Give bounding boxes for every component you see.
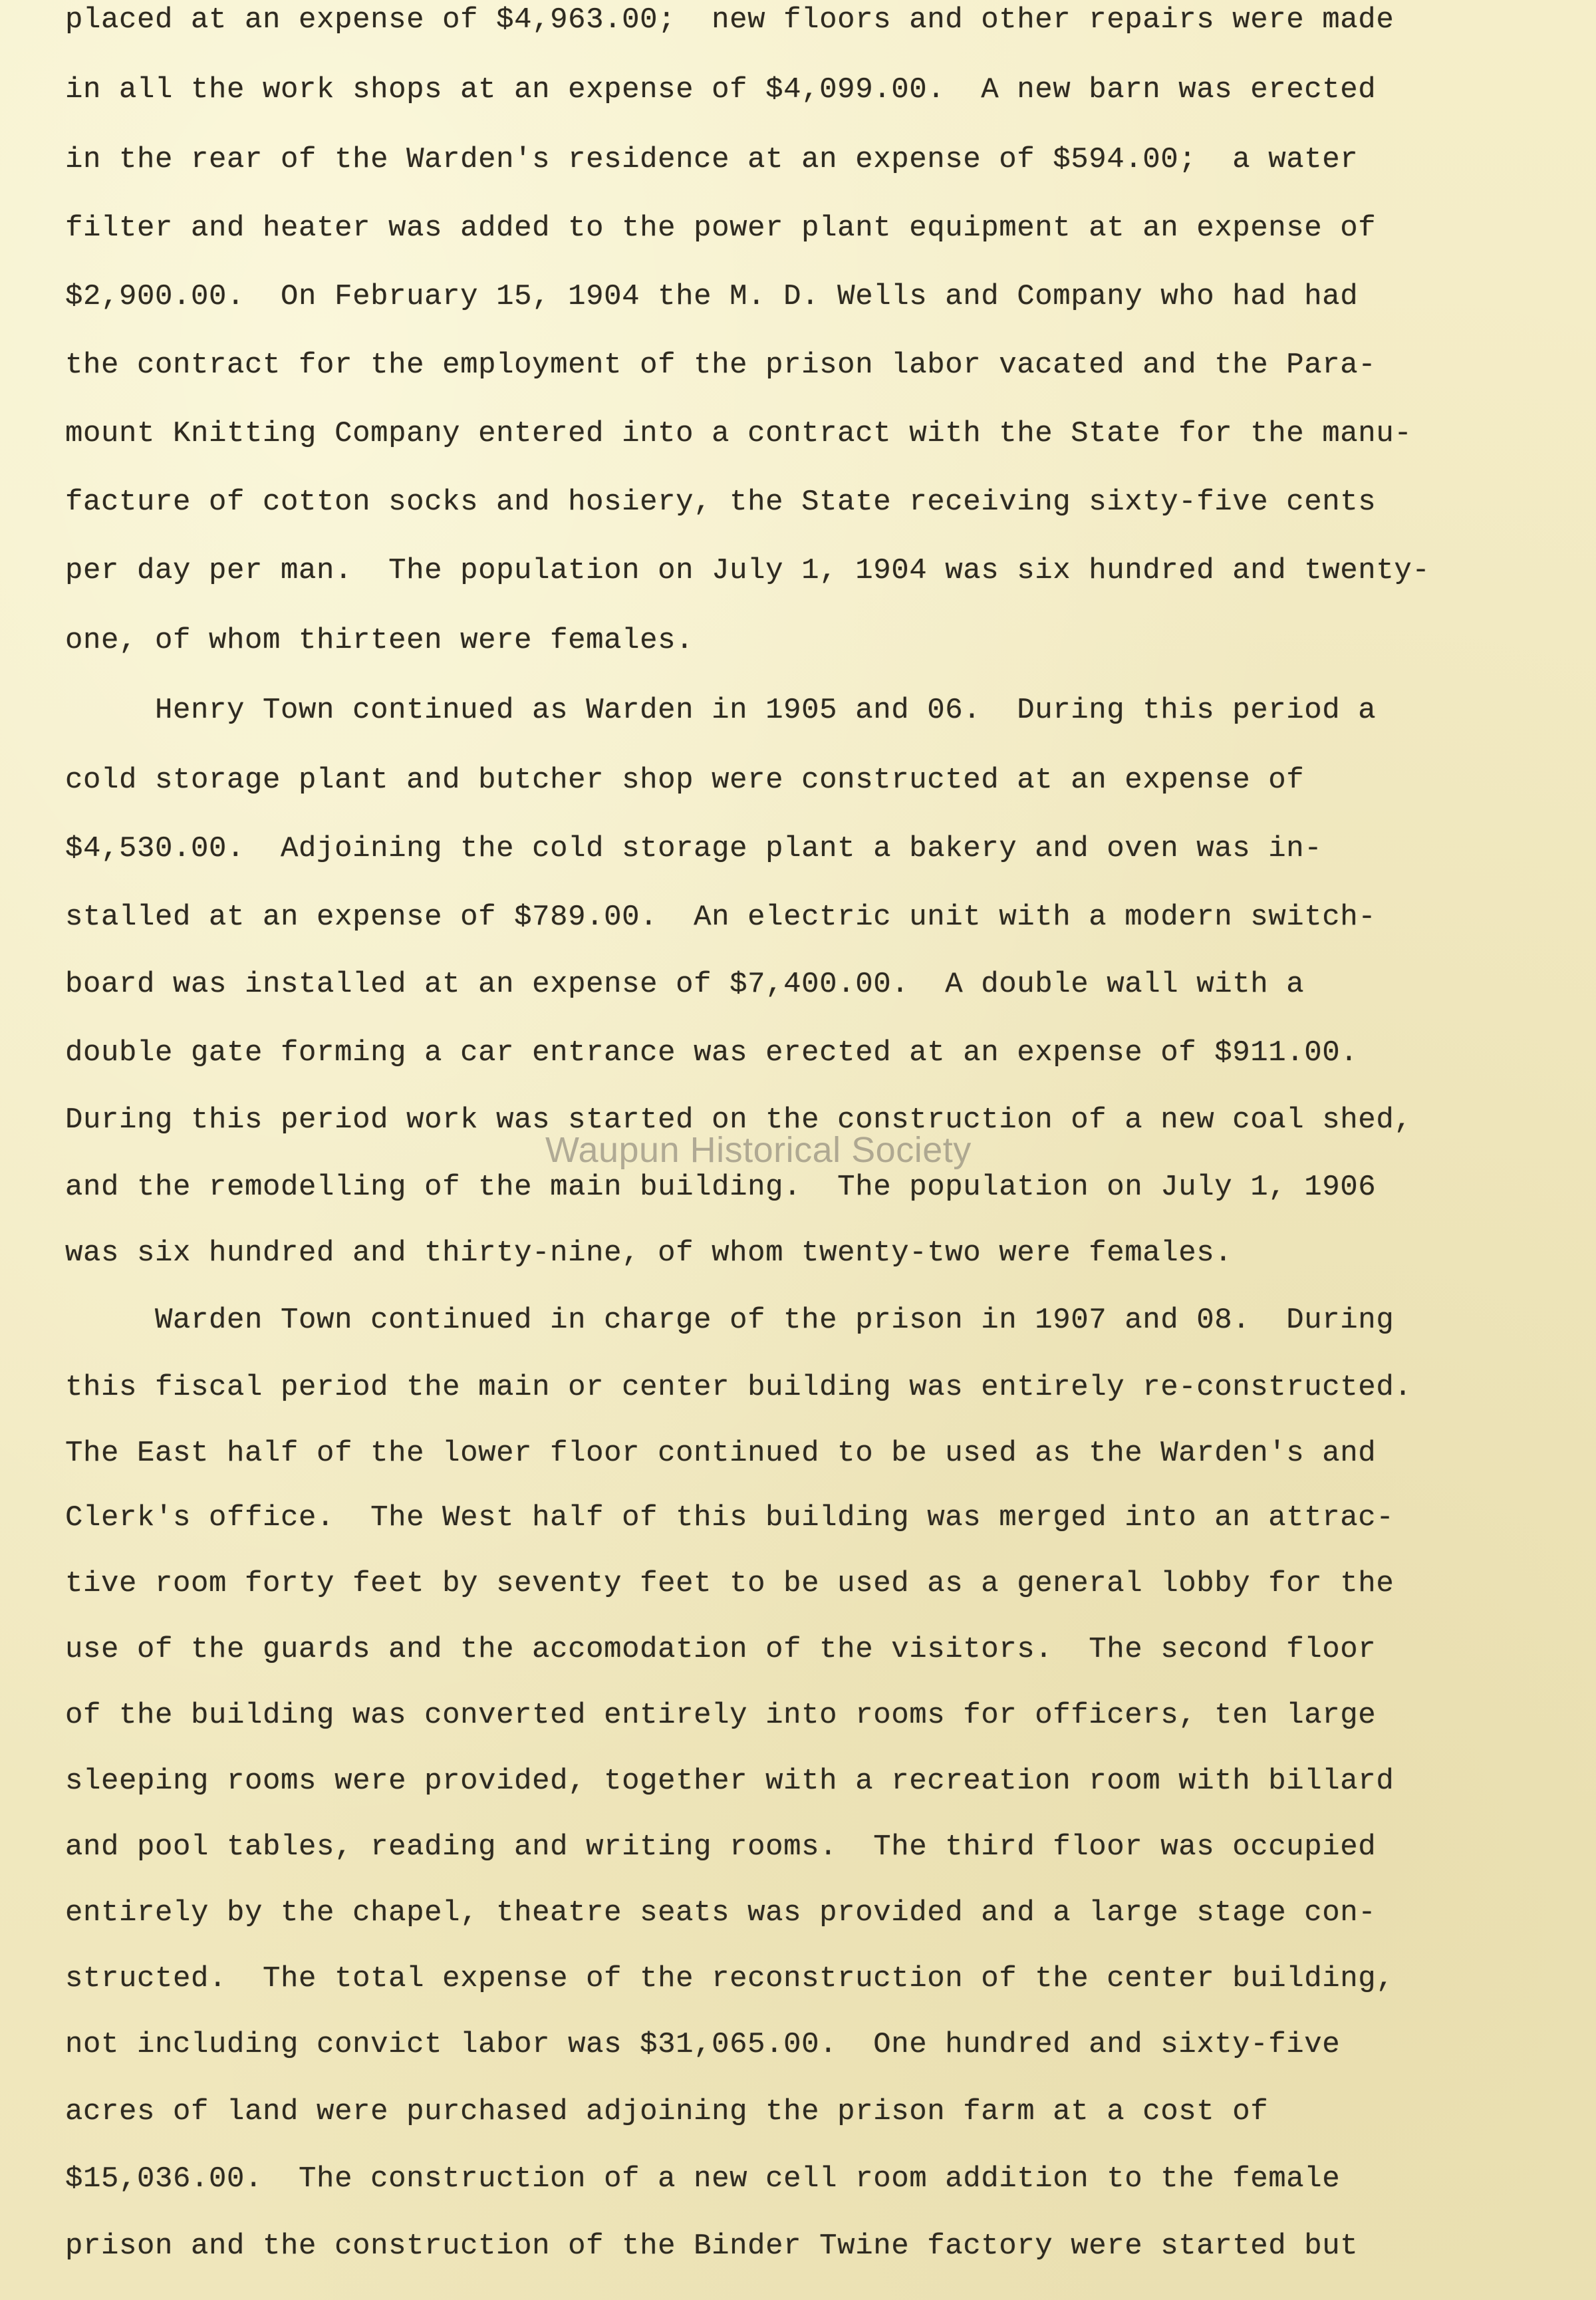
- text-line: prison and the construction of the Binder Twine factory were started but: [65, 2229, 1359, 2263]
- text-line: board was installed at an expense of $7,400.00. A double wall with a: [65, 968, 1305, 1001]
- text-line: Clerk's office. The West half of this building was merged into an attrac-: [65, 1501, 1395, 1534]
- text-line: not including convict labor was $31,065.00. One hundred and sixty-five: [65, 2028, 1341, 2061]
- text-line: and the remodelling of the main building. The population on July 1, 1906: [65, 1171, 1377, 1204]
- text-line: in all the work shops at an expense of $4,099.00. A new barn was erected: [65, 73, 1377, 106]
- text-line: sleeping rooms were provided, together with a recreation room with billard: [65, 1765, 1395, 1798]
- text-line: facture of cotton socks and hosiery, the State receiving sixty-five cents: [65, 486, 1377, 519]
- text-line: one, of whom thirteen were females.: [65, 624, 694, 657]
- text-line: and pool tables, reading and writing rooms. The third floor was occupied: [65, 1830, 1377, 1864]
- text-line: $15,036.00. The construction of a new cell room addition to the female: [65, 2162, 1341, 2196]
- text-line: The East half of the lower floor continued to be used as the Warden's and: [65, 1437, 1377, 1470]
- text-line: the contract for the employment of the prison labor vacated and the Para-: [65, 349, 1377, 382]
- text-line: placed at an expense of $4,963.00; new floors and other repairs were made: [65, 3, 1395, 37]
- text-line: was six hundred and thirty-nine, of whom twenty-two were females.: [65, 1236, 1233, 1270]
- text-line: During this period work was started on the construction of a new coal shed,: [65, 1103, 1412, 1137]
- text-line: of the building was converted entirely into rooms for officers, ten large: [65, 1699, 1377, 1732]
- text-line: stalled at an expense of $789.00. An electric unit with a modern switch-: [65, 901, 1377, 934]
- text-line: mount Knitting Company entered into a contract with the State for the manu-: [65, 417, 1412, 450]
- text-line: $2,900.00. On February 15, 1904 the M. D. Wells and Company who had had: [65, 280, 1359, 313]
- watermark: Waupun Historical Society: [545, 1130, 972, 1170]
- text-line: cold storage plant and butcher shop were constructed at an expense of: [65, 764, 1305, 797]
- text-line: Warden Town continued in charge of the prison in 1907 and 08. During: [65, 1304, 1395, 1337]
- text-line: entirely by the chapel, theatre seats was provided and a large stage con-: [65, 1896, 1377, 1930]
- text-line: Henry Town continued as Warden in 1905 and 06. During this period a: [65, 694, 1377, 727]
- text-line: acres of land were purchased adjoining the prison farm at a cost of: [65, 2095, 1269, 2128]
- text-line: $4,530.00. Adjoining the cold storage plant a bakery and oven was in-: [65, 832, 1323, 865]
- text-line: double gate forming a car entrance was erected at an expense of $911.00.: [65, 1036, 1359, 1070]
- text-line: in the rear of the Warden's residence at an expense of $594.00; a water: [65, 143, 1359, 176]
- text-line: this fiscal period the main or center building was entirely re-constructed.: [65, 1371, 1412, 1404]
- text-line: structed. The total expense of the reconstruction of the center building,: [65, 1962, 1395, 1995]
- text-line: tive room forty feet by seventy feet to be used as a general lobby for the: [65, 1567, 1395, 1600]
- text-line: per day per man. The population on July 1, 1904 was six hundred and twenty-: [65, 554, 1430, 587]
- text-line: use of the guards and the accomodation of the visitors. The second floor: [65, 1633, 1377, 1666]
- text-line: filter and heater was added to the power plant equipment at an expense of: [65, 212, 1377, 245]
